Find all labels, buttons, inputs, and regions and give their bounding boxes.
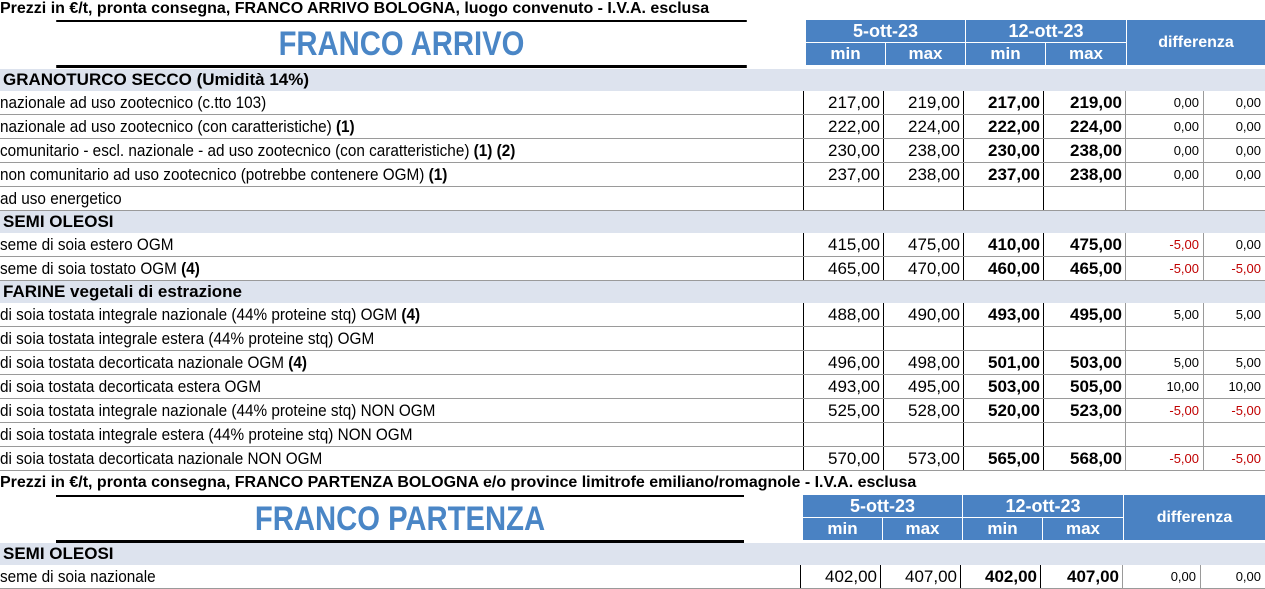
table-row bbox=[0, 233, 1265, 257]
min-curr-cell: 565,00 bbox=[963, 447, 1043, 470]
max-prev-cell: 219,00 bbox=[883, 91, 963, 114]
table-row bbox=[0, 115, 1265, 139]
table-row bbox=[0, 565, 1265, 589]
min-prev-cell: 465,00 bbox=[803, 257, 883, 280]
row-label-text: di soia tostata integrale estera (44% proteine stq) NON OGM bbox=[0, 425, 413, 444]
max-curr-cell: 505,00 bbox=[1043, 375, 1125, 398]
max-prev-cell: 224,00 bbox=[883, 115, 963, 138]
row-footnote: (4) bbox=[401, 305, 421, 324]
diff-min-cell: 5,00 bbox=[1125, 303, 1203, 326]
max-prev-cell: 490,00 bbox=[883, 303, 963, 326]
row-label-text: seme di soia nazionale bbox=[0, 567, 156, 586]
row-label bbox=[0, 327, 374, 350]
section-heading: SEMI OLEOSI bbox=[0, 543, 1265, 565]
max-prev-cell: 238,00 bbox=[883, 139, 963, 162]
row-label-text: non comunitario ad uso zootecnico (potrebbe contenere OGM) bbox=[0, 165, 429, 184]
row-label bbox=[0, 399, 435, 422]
diff-min-cell: -5,00 bbox=[1125, 447, 1203, 470]
max-curr-cell: 475,00 bbox=[1043, 233, 1125, 256]
max-prev-cell: 475,00 bbox=[883, 233, 963, 256]
row-label bbox=[0, 233, 173, 256]
table-row bbox=[0, 447, 1265, 471]
min-curr-cell bbox=[963, 187, 1043, 210]
max-curr-cell: 495,00 bbox=[1043, 303, 1125, 326]
row-label-text: di soia tostata integrale nazionale (44% proteine stq) OGM bbox=[0, 305, 402, 324]
min-header: min bbox=[805, 43, 885, 65]
table-row bbox=[0, 303, 1265, 327]
max-prev-cell bbox=[883, 327, 963, 350]
diff-max-cell: 0,00 bbox=[1203, 163, 1265, 186]
diff-max-cell: 0,00 bbox=[1203, 115, 1265, 138]
diff-max-cell: 0,00 bbox=[1203, 139, 1265, 162]
max-header: max bbox=[1045, 43, 1126, 65]
diff-header: differenza bbox=[1123, 495, 1265, 540]
max-header: max bbox=[1042, 518, 1123, 540]
diff-min-cell: 0,00 bbox=[1125, 139, 1203, 162]
min-prev-cell: 488,00 bbox=[803, 303, 883, 326]
row-label-text: di soia tostata decorticata nazionale OGM bbox=[0, 353, 289, 372]
max-header: max bbox=[885, 43, 965, 65]
table-row bbox=[0, 351, 1265, 375]
row-label bbox=[0, 115, 355, 138]
min-prev-cell bbox=[803, 187, 883, 210]
row-label-text: seme di soia estero OGM bbox=[0, 235, 174, 254]
min-header: min bbox=[962, 518, 1042, 540]
max-curr-cell: 503,00 bbox=[1043, 351, 1125, 374]
min-prev-cell: 230,00 bbox=[803, 139, 883, 162]
row-label bbox=[0, 375, 261, 398]
diff-max-cell bbox=[1203, 187, 1265, 210]
min-prev-cell: 415,00 bbox=[803, 233, 883, 256]
section-heading: SEMI OLEOSI bbox=[0, 211, 1265, 233]
title-franco-arrivo: FRANCO ARRIVO bbox=[56, 20, 747, 68]
row-label-text: ad uso energetico bbox=[0, 189, 122, 208]
max-curr-cell: 238,00 bbox=[1043, 163, 1125, 186]
header-arrivo bbox=[0, 20, 1265, 68]
min-prev-cell bbox=[803, 423, 883, 446]
max-curr-cell: 224,00 bbox=[1043, 115, 1125, 138]
max-prev-cell: 407,00 bbox=[880, 565, 960, 588]
table-row bbox=[0, 423, 1265, 447]
max-header: max bbox=[882, 518, 962, 540]
max-prev-cell: 498,00 bbox=[883, 351, 963, 374]
title-franco-partenza: FRANCO PARTENZA bbox=[56, 495, 744, 543]
min-curr-cell bbox=[963, 327, 1043, 350]
price-caption-arrivo: Prezzi in €/t, pronta consegna, FRANCO ARRIVO BOLOGNA, luogo convenuto - I.V.A. esclusa bbox=[0, 0, 710, 17]
min-prev-cell: 402,00 bbox=[800, 565, 880, 588]
diff-header: differenza bbox=[1126, 20, 1265, 65]
section-heading: FARINE vegetali di estrazione bbox=[0, 281, 1265, 303]
row-label bbox=[0, 139, 515, 162]
row-label bbox=[0, 351, 307, 374]
row-label bbox=[0, 303, 420, 326]
row-label-text: nazionale ad uso zootecnico (c.tto 103) bbox=[0, 93, 267, 112]
row-footnote: (1) bbox=[428, 165, 448, 184]
row-label bbox=[0, 565, 156, 588]
diff-max-cell: 10,00 bbox=[1203, 375, 1265, 398]
table-row bbox=[0, 91, 1265, 115]
min-prev-cell: 217,00 bbox=[803, 91, 883, 114]
min-prev-cell bbox=[803, 327, 883, 350]
max-curr-cell: 523,00 bbox=[1043, 399, 1125, 422]
diff-min-cell: 0,00 bbox=[1125, 163, 1203, 186]
date-col-1: 5-ott-23 bbox=[805, 20, 965, 43]
row-label bbox=[0, 257, 200, 280]
row-footnote: (1) bbox=[335, 117, 355, 136]
date-col-1: 5-ott-23 bbox=[802, 495, 962, 518]
section-heading: GRANOTURCO SECCO (Umidità 14%) bbox=[0, 69, 1265, 91]
table-row bbox=[0, 399, 1265, 423]
diff-min-cell: 0,00 bbox=[1125, 91, 1203, 114]
diff-max-cell: 0,00 bbox=[1200, 565, 1265, 588]
diff-max-cell bbox=[1203, 327, 1265, 350]
min-curr-cell: 520,00 bbox=[963, 399, 1043, 422]
diff-max-cell bbox=[1203, 423, 1265, 446]
max-prev-cell: 528,00 bbox=[883, 399, 963, 422]
max-prev-cell: 495,00 bbox=[883, 375, 963, 398]
row-label-text: di soia tostata integrale estera (44% proteine stq) OGM bbox=[0, 329, 375, 348]
diff-max-cell: 0,00 bbox=[1203, 233, 1265, 256]
min-prev-cell: 496,00 bbox=[803, 351, 883, 374]
max-curr-cell: 219,00 bbox=[1043, 91, 1125, 114]
price-caption-partenza: Prezzi in €/t, pronta consegna, FRANCO PARTENZA BOLOGNA e/o province limitrofe emiliano/romagnole - I.V.A. esclusa bbox=[0, 474, 917, 491]
row-label-text: di soia tostata decorticata nazionale NON OGM bbox=[0, 449, 323, 468]
min-curr-cell: 410,00 bbox=[963, 233, 1043, 256]
max-curr-cell: 407,00 bbox=[1040, 565, 1122, 588]
diff-min-cell: -5,00 bbox=[1125, 399, 1203, 422]
row-footnote: (4) bbox=[181, 259, 200, 278]
min-curr-cell: 222,00 bbox=[963, 115, 1043, 138]
min-curr-cell: 460,00 bbox=[963, 257, 1043, 280]
min-curr-cell: 402,00 bbox=[960, 565, 1040, 588]
min-curr-cell: 217,00 bbox=[963, 91, 1043, 114]
diff-min-cell: 5,00 bbox=[1125, 351, 1203, 374]
date-col-2: 12-ott-23 bbox=[962, 495, 1123, 518]
diff-min-cell: -5,00 bbox=[1125, 233, 1203, 256]
min-prev-cell: 237,00 bbox=[803, 163, 883, 186]
row-label bbox=[0, 91, 266, 114]
row-label bbox=[0, 447, 322, 470]
row-label-text: di soia tostata integrale nazionale (44% proteine stq) NON OGM bbox=[0, 401, 436, 420]
row-label bbox=[0, 163, 447, 186]
table-row bbox=[0, 375, 1265, 399]
table-row bbox=[0, 327, 1265, 351]
min-curr-cell: 503,00 bbox=[963, 375, 1043, 398]
diff-max-cell: 5,00 bbox=[1203, 351, 1265, 374]
min-curr-cell bbox=[963, 423, 1043, 446]
min-curr-cell: 237,00 bbox=[963, 163, 1043, 186]
diff-min-cell bbox=[1125, 423, 1203, 446]
diff-min-cell: 0,00 bbox=[1122, 565, 1200, 588]
table-row bbox=[0, 139, 1265, 163]
diff-max-cell: -5,00 bbox=[1203, 447, 1265, 470]
diff-max-cell: -5,00 bbox=[1203, 399, 1265, 422]
max-curr-cell: 568,00 bbox=[1043, 447, 1125, 470]
diff-max-cell: 0,00 bbox=[1203, 91, 1265, 114]
table-row bbox=[0, 187, 1265, 211]
row-footnote: (4) bbox=[288, 353, 308, 372]
max-curr-cell: 465,00 bbox=[1043, 257, 1125, 280]
header-partenza bbox=[0, 495, 1265, 543]
diff-min-cell: -5,00 bbox=[1125, 257, 1203, 280]
diff-max-cell: -5,00 bbox=[1203, 257, 1265, 280]
table-row bbox=[0, 257, 1265, 281]
max-prev-cell bbox=[883, 187, 963, 210]
table-row bbox=[0, 163, 1265, 187]
max-curr-cell bbox=[1043, 327, 1125, 350]
max-prev-cell: 470,00 bbox=[883, 257, 963, 280]
max-prev-cell: 238,00 bbox=[883, 163, 963, 186]
diff-min-cell: 0,00 bbox=[1125, 115, 1203, 138]
date-col-2: 12-ott-23 bbox=[965, 20, 1126, 43]
min-prev-cell: 493,00 bbox=[803, 375, 883, 398]
min-header: min bbox=[965, 43, 1045, 65]
min-prev-cell: 525,00 bbox=[803, 399, 883, 422]
diff-max-cell: 5,00 bbox=[1203, 303, 1265, 326]
diff-min-cell bbox=[1125, 327, 1203, 350]
row-label bbox=[0, 423, 412, 446]
max-prev-cell bbox=[883, 423, 963, 446]
row-label bbox=[0, 187, 122, 210]
max-curr-cell bbox=[1043, 187, 1125, 210]
min-prev-cell: 570,00 bbox=[803, 447, 883, 470]
min-curr-cell: 493,00 bbox=[963, 303, 1043, 326]
row-footnote: (1) (2) bbox=[473, 141, 516, 160]
max-curr-cell bbox=[1043, 423, 1125, 446]
min-curr-cell: 501,00 bbox=[963, 351, 1043, 374]
max-curr-cell: 238,00 bbox=[1043, 139, 1125, 162]
max-prev-cell: 573,00 bbox=[883, 447, 963, 470]
diff-min-cell bbox=[1125, 187, 1203, 210]
min-header: min bbox=[802, 518, 882, 540]
min-prev-cell: 222,00 bbox=[803, 115, 883, 138]
row-label-text: comunitario - escl. nazionale - ad uso zootecnico (con caratteristiche) bbox=[0, 141, 474, 160]
row-label-text: di soia tostata decorticata estera OGM bbox=[0, 377, 262, 396]
diff-min-cell: 10,00 bbox=[1125, 375, 1203, 398]
row-label-text: seme di soia tostato OGM bbox=[0, 259, 182, 278]
min-curr-cell: 230,00 bbox=[963, 139, 1043, 162]
row-label-text: nazionale ad uso zootecnico (con caratteristiche) bbox=[0, 117, 336, 136]
